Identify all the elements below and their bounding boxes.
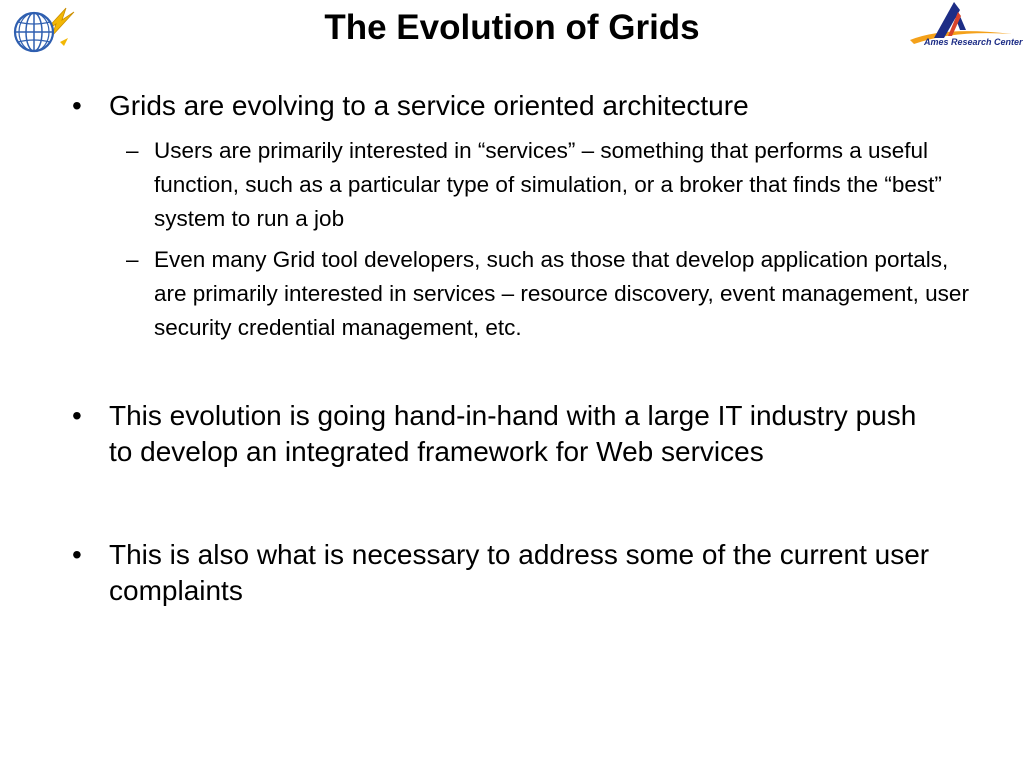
bullet-text: This is also what is necessary to address some of the current user complaints [109, 539, 930, 606]
bullet-marker: • [72, 539, 82, 570]
slide-title: The Evolution of Grids [324, 8, 700, 47]
bullet-text: Grids are evolving to a service oriented architecture [109, 90, 749, 121]
sub-bullet-marker: – [126, 138, 139, 163]
ames-research-center-logo-icon [904, 0, 1023, 52]
sub-bullet-marker: – [126, 247, 139, 272]
sub-bullet-text: Even many Grid tool developers, such as those that develop application portals, are primarily interested in services – resource discovery, event management, user security credential management, etc. [154, 247, 969, 340]
ames-logo-lettering: Ames Research Center [924, 37, 1023, 47]
bullet-marker: • [72, 400, 82, 431]
bullet-marker: • [72, 90, 82, 121]
sub-bullet-text: Users are primarily interested in “services” – something that performs a useful function, such as a particular type of simulation, or a broker that finds the “best” system to run a job [154, 138, 942, 231]
bullet-text: This evolution is going hand-in-hand with a large IT industry push to develop an integrated framework for Web services [109, 400, 917, 467]
